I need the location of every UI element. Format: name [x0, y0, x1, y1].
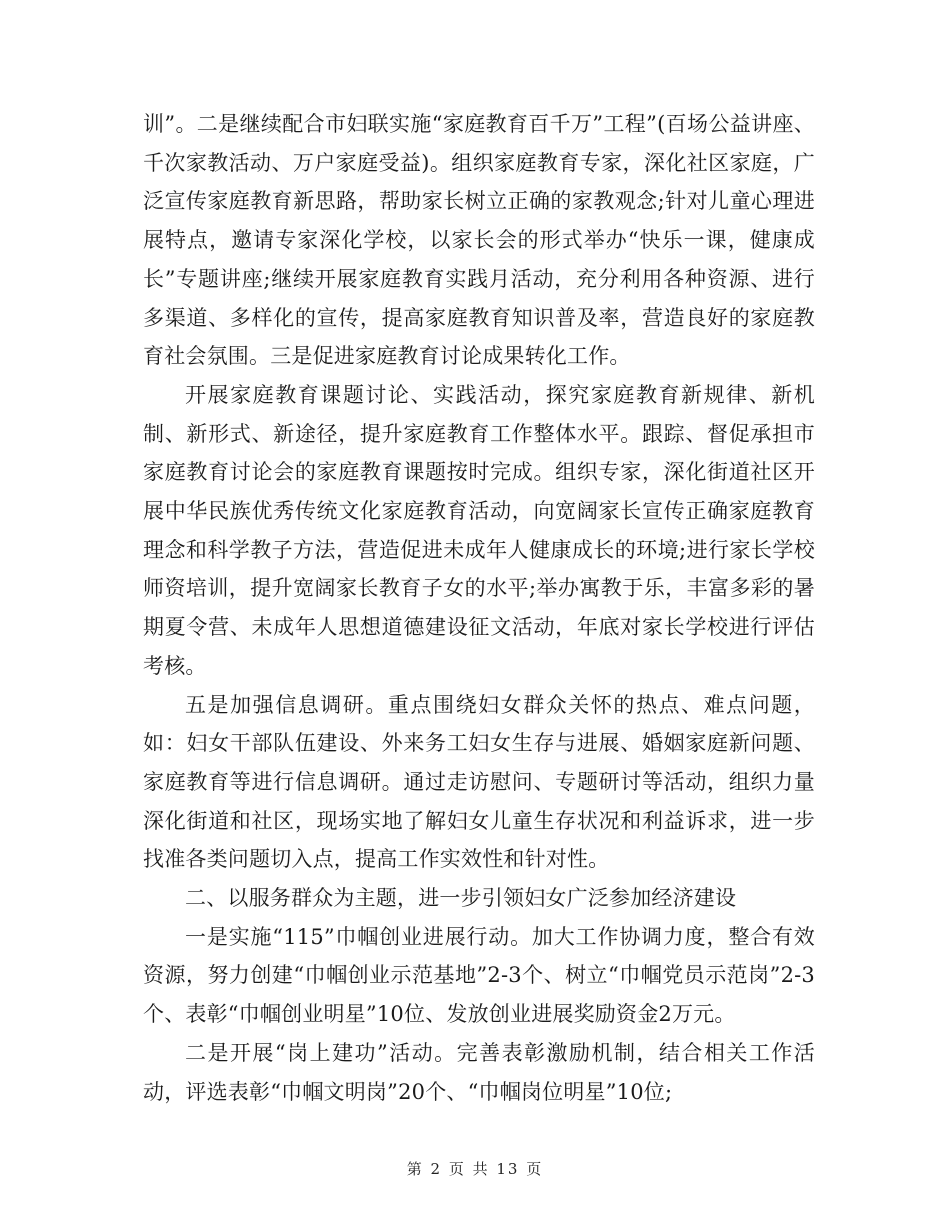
paragraph-information-research: 五是加强信息调研。重点围绕妇女群众关怀的热点、难点问题，如：妇女干部队伍建设、外来务工妇女生存与进展、婚姻家庭新问题、家庭教育等进行信息调研。通过走访慰问、专题研讨等活动，组织力量深化街道和社区，现场实地了解妇女儿童生存状况和利益诉求，进一步找准各类问题切入点，提高工作实效性和针对性。: [143, 692, 815, 872]
document-body: [143, 105, 815, 1111]
paragraph-family-education-research: 开展家庭教育课题讨论、实践活动，探究家庭教育新规律、新机制、新形式、新途径，提升家庭教育工作整体水平。跟踪、督促承担市家庭教育讨论会的家庭教育课题按时完成。组织专家，深化街道社区开展中华民族优秀传统文化家庭教育活动，向宽阔家长宣传正确家庭教育理念和科学教子方法，营造促进未成年人健康成长的环境;进行家长学校师资培训，提升宽阔家长教育子女的水平;举办寓教于乐，丰富多彩的暑期夏令营、未成年人思想道德建设征文活动，年底对家长学校进行评估考核。: [143, 382, 815, 678]
section-heading-economic-construction: 二、以服务群众为主题，进一步引领妇女广泛参加经济建设: [185, 886, 737, 911]
page-number-footer: 第 2 页 共 13 页: [406, 1160, 544, 1178]
paragraph-entrepreneurship-action: 一是实施“115”巾帼创业进展行动。加大工作协调力度，整合有效资源，努力创建“巾帼创业示范基地”2-3个、树立“巾帼党员示范岗”2-3个、表彰“巾帼创业明星”10位、发放创业进展奖励资金2万元。: [143, 924, 815, 1027]
paragraph-continuation: 训”。二是继续配合市妇联实施“家庭教育百千万”工程”(百场公益讲座、千次家教活动、万户家庭受益)。组织家庭教育专家，深化社区家庭，广泛宣传家庭教育新思路，帮助家长树立正确的家教观念;针对儿童心理进展特点，邀请专家深化学校，以家长会的形式举办“快乐一课，健康成长”专题讲座;继续开展家庭教育实践月活动，充分利用各种资源、进行多渠道、多样化的宣传，提高家庭教育知识普及率，营造良好的家庭教育社会氛围。三是促进家庭教育讨论成果转化工作。: [143, 112, 815, 369]
paragraph-post-merit-activity: 二是开展“岗上建功”活动。完善表彰激励机制，结合相关工作活动，评选表彰“巾帼文明岗”20个、“巾帼岗位明星”10位;: [143, 1040, 815, 1104]
